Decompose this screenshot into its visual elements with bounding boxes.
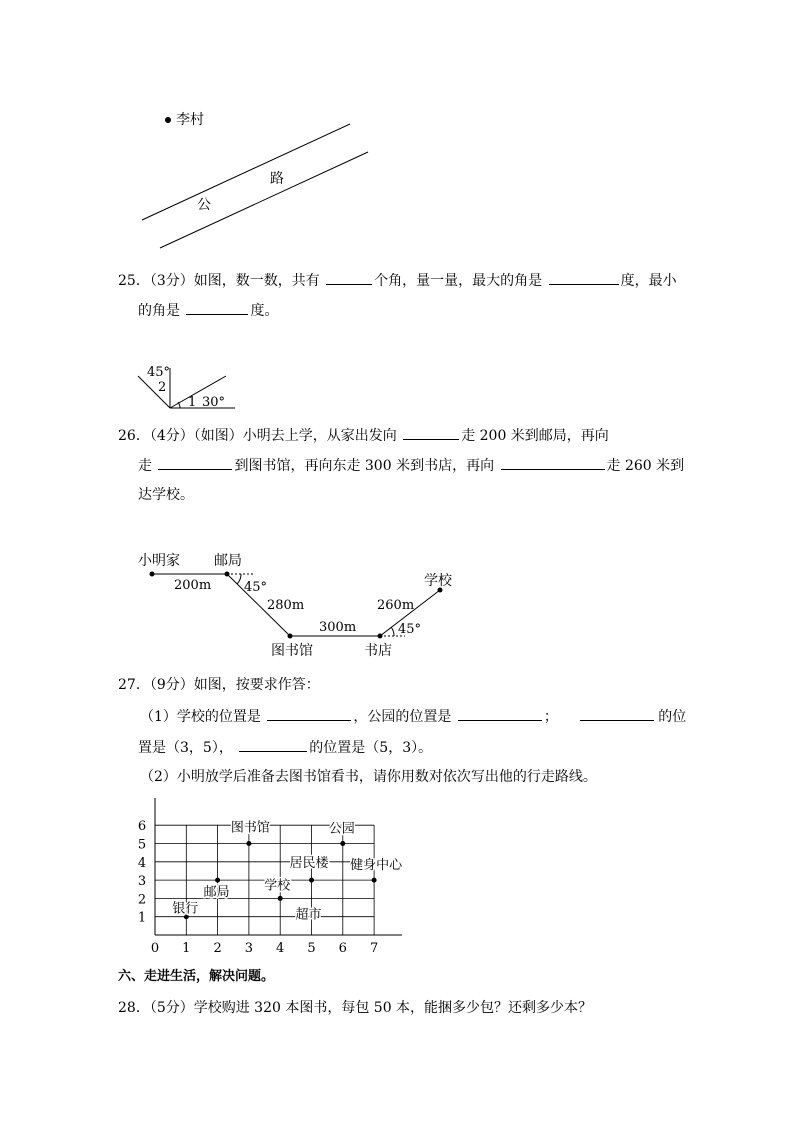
y-tick-label: 2	[137, 892, 147, 908]
road-label-gong: 公	[197, 197, 211, 213]
place-label: 邮局	[203, 885, 230, 901]
q28-text: 28．（5分）学校购进 320 本图书，每包 50 本，能捆多少包？还剩多少本？	[118, 1000, 593, 1016]
dot-home	[150, 572, 155, 577]
label-260m: 260m	[377, 598, 415, 613]
q27-text-2: ，公园的位置是	[353, 709, 452, 725]
label-post: 邮局	[214, 553, 242, 569]
q26-blank-dir1[interactable]	[403, 425, 459, 440]
q26-text-6: 达学校。	[138, 487, 194, 503]
q27-line2	[138, 737, 432, 758]
q26-text-5: 走 260 米到	[606, 458, 685, 474]
q27-text-4: 的位	[658, 709, 687, 725]
arc-bookstore	[391, 627, 394, 636]
place-point	[246, 841, 251, 846]
q27-text-6: 的位置是（5，3）。	[309, 740, 433, 756]
q27-line3	[140, 767, 597, 787]
road-edge-lower	[160, 152, 368, 248]
label-45-bookstore: 45°	[398, 622, 422, 637]
x-tick-label: 0	[150, 941, 160, 956]
place-point	[372, 878, 377, 883]
q27-heading	[118, 675, 320, 695]
x-tick-label: 1	[182, 941, 191, 956]
q27-blank-park-pos[interactable]	[458, 706, 542, 721]
village-label: 李村	[176, 112, 204, 128]
q26-route-map	[130, 545, 470, 660]
dot-post	[225, 572, 230, 577]
q25-blank-angle-count[interactable]	[326, 270, 372, 285]
q27-blank-place-53[interactable]	[239, 737, 307, 752]
angle-label-30: 30°	[202, 395, 226, 410]
angle-label-45: 45°	[147, 365, 171, 380]
dot-bookstore	[378, 634, 383, 639]
y-tick-label: 3	[137, 874, 147, 890]
place-point	[309, 878, 314, 883]
place-label: 图书馆	[230, 820, 270, 836]
place-label: 居民楼	[289, 856, 329, 872]
label-300m: 300m	[319, 620, 357, 635]
section-6-title: 六、走进生活，解决问题。	[118, 969, 275, 984]
label-home: 小明家	[138, 553, 180, 569]
q27-text-3: ；	[543, 709, 558, 725]
x-tick-label: 4	[276, 941, 285, 956]
place-point	[278, 896, 283, 901]
road-label-lu: 路	[270, 171, 284, 187]
y-tick-label: 6	[137, 819, 147, 835]
q26-line2	[138, 455, 684, 476]
x-tick-label: 2	[213, 941, 222, 956]
x-tick-label: 3	[244, 941, 254, 956]
q27-head-text: 27．（9分）如图，按要求作答：	[118, 677, 320, 693]
q27-text-7: （2）小明放学后准备去图书馆看书，请你用数对依次写出他的行走路线。	[140, 769, 597, 785]
angle-label-1: 1	[188, 395, 197, 410]
arc-post	[237, 574, 241, 584]
q26-text-4: 到图书馆，再向东走 300 米到书店，再向	[234, 458, 495, 474]
place-label: 健身中心	[350, 858, 403, 874]
q26-text-1: 26．（4分）（如图）小明去上学，从家出发向	[118, 428, 397, 444]
place-label: 公园	[328, 821, 355, 837]
angle-label-2: 2	[158, 380, 167, 395]
q25-text-4: 的角是	[138, 303, 180, 319]
place-point	[340, 841, 345, 846]
q27-blank-school-pos[interactable]	[267, 706, 351, 721]
q25-text-3: 度，最小	[620, 273, 677, 289]
label-200m: 200m	[174, 578, 212, 593]
q25-line1	[118, 270, 677, 291]
q26-text-2: 走 200 米到邮局，再向	[461, 428, 609, 444]
label-library: 图书馆	[271, 643, 313, 659]
road-edge-upper	[142, 124, 350, 220]
q26-blank-dir3[interactable]	[501, 455, 605, 470]
x-tick-label: 7	[369, 941, 379, 956]
q25-line2	[138, 300, 278, 321]
label-bookstore: 书店	[364, 643, 392, 659]
q27-blank-place-35[interactable]	[580, 706, 654, 721]
label-45-post: 45°	[244, 580, 268, 595]
y-tick-label: 4	[137, 855, 147, 871]
road-figure	[130, 100, 390, 260]
label-280m: 280m	[267, 598, 305, 613]
label-school: 学校	[424, 573, 452, 589]
place-label: 学校	[264, 878, 291, 894]
x-tick-label: 5	[307, 941, 316, 956]
y-tick-label: 1	[137, 910, 147, 926]
q25-blank-largest[interactable]	[549, 270, 619, 285]
q27-coordinate-grid	[130, 790, 430, 965]
dot-library	[288, 634, 293, 639]
place-point	[215, 878, 220, 883]
q26-line1	[118, 425, 609, 446]
x-tick-label: 6	[338, 941, 347, 956]
q25-number-text: 25．（3分）如图，数一数，共有	[118, 273, 320, 289]
q26-text-3: 走	[138, 458, 152, 474]
village-dot	[165, 117, 171, 123]
y-tick-label: 5	[137, 837, 147, 853]
q25-blank-smallest[interactable]	[186, 300, 248, 315]
q26-line3	[138, 485, 194, 505]
place-label: 超市	[295, 907, 322, 923]
q25-text-2: 个角，量一量，最大的角是	[374, 273, 543, 289]
place-label: 银行	[172, 901, 199, 917]
q26-blank-dir2[interactable]	[158, 455, 232, 470]
q27-text-1: （1）学校的位置是	[140, 709, 261, 725]
q27-text-5: 置是（3，5），	[138, 740, 233, 756]
q27-line1	[140, 706, 686, 727]
q25-angle-figure	[130, 358, 250, 418]
q25-text-5: 度。	[250, 303, 279, 319]
